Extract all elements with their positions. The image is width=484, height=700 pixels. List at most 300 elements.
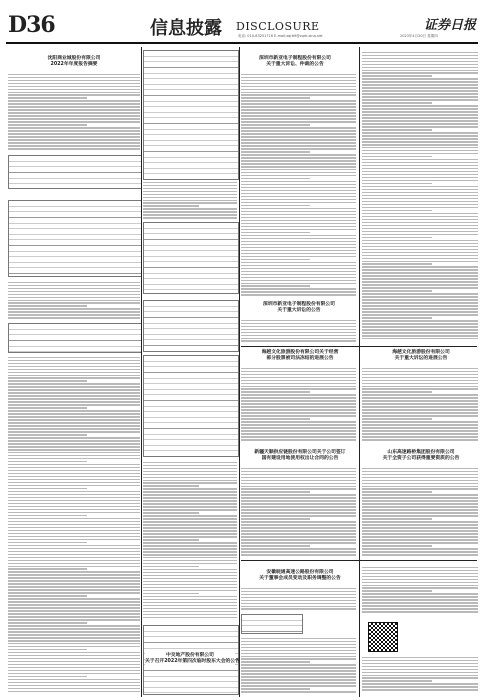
text-line [362,207,478,208]
text-line [8,305,87,306]
text-line [362,246,478,247]
text-line [362,210,432,211]
text-line [362,159,478,160]
text-line [362,596,478,597]
text-line [143,512,199,513]
text-line [241,603,356,604]
text-line [241,335,356,336]
text-line [241,338,356,339]
text-line [8,360,140,361]
text-line [8,369,140,370]
text-line [362,135,478,136]
text-line [241,175,356,176]
text-line [8,613,140,614]
text-line [8,136,140,137]
text-line [8,145,140,146]
text-line [362,374,478,375]
text-line [362,171,478,172]
text-line [8,506,140,507]
text-line [8,413,140,414]
text-line [8,548,140,549]
text-line [362,93,478,94]
text-line [362,258,478,259]
text-line [241,288,356,289]
text-line [362,326,478,327]
text-line [241,380,356,381]
text-line [241,74,356,75]
section-title: 信息披露 [150,18,222,39]
text-line [241,127,356,128]
text-line [241,653,356,654]
text-line [362,255,478,256]
text-line [143,578,237,579]
text-line [8,539,140,540]
text-line [362,240,478,241]
text-line [241,106,356,107]
text-line [241,244,356,245]
text-line [362,689,478,690]
text-line [362,660,478,661]
text-line [241,277,356,278]
text-line [362,680,432,681]
text-line [8,291,140,292]
text-line [8,109,140,110]
text-line [8,288,140,289]
text-line [362,368,478,369]
text-line [241,430,356,431]
text-line [241,638,356,639]
text-line [241,400,356,401]
text-line [8,598,140,599]
text-line [241,421,356,422]
text-line [362,585,478,586]
text-line [362,663,478,664]
text-line [8,512,140,513]
text-line [8,580,140,581]
text-line [143,587,237,588]
text-line [362,84,478,85]
text-line [241,597,356,598]
announcement-heading: 深圳市新亚电子制程股份有限公司 关于重大诉讼的公告 [263,302,335,313]
text-line [362,542,478,543]
text-line [362,657,478,658]
text-line [241,121,356,122]
text-line [143,617,237,618]
text-line [8,398,140,399]
text-line [362,518,432,519]
text-line [8,652,140,653]
text-line [362,527,478,528]
text-line [362,536,478,537]
text-line [8,455,140,456]
text-line [241,515,356,516]
text-line [241,500,356,501]
text-line [8,431,140,432]
text-line [241,530,356,531]
text-line [241,691,356,692]
text-line [362,439,478,440]
text-line [362,180,478,181]
text-line [143,575,237,576]
text-line [241,340,356,341]
text-line [241,208,356,209]
text-line [362,483,478,484]
text-line [362,311,478,312]
text-line [143,462,237,463]
text-line [241,172,356,173]
text-line [143,480,237,481]
text-line [241,394,356,395]
text-line [8,670,140,671]
text-line [8,121,140,122]
text-line [241,658,356,659]
text-line [8,625,140,626]
text-line [8,437,140,438]
text-line [362,524,478,525]
text-line [362,162,478,163]
text-line [362,67,478,68]
text-line [241,497,356,498]
text-line [241,608,356,609]
text-line [241,235,356,236]
text-line [241,247,356,248]
text-line [241,368,356,369]
text-line [241,433,356,434]
text-line [8,524,140,525]
text-line [8,571,140,572]
text-line [241,139,356,140]
text-line [143,524,237,525]
text-line [8,357,140,358]
text-line [362,503,478,504]
text-line [143,599,237,600]
text-line [143,214,237,215]
text-line [241,229,356,230]
text-line [143,494,237,495]
column-divider [141,47,142,697]
text-line [8,419,140,420]
text-line [143,211,237,212]
text-line [8,551,140,552]
text-line [8,106,140,107]
text-line [241,388,356,389]
text-line [241,670,356,671]
text-line [8,100,140,101]
text-line [143,197,237,198]
text-column [8,355,140,695]
text-line [362,237,432,238]
text-line [362,551,478,552]
text-line [241,494,356,495]
text-line [241,283,356,284]
text-line [362,433,478,434]
text-line [143,569,237,570]
text-line [8,404,140,405]
text-line [8,297,140,298]
page-number: D36 [8,12,55,38]
text-line [143,509,237,510]
text-line [241,539,356,540]
text-line [241,548,356,549]
text-line [8,500,140,501]
text-line [241,542,356,543]
text-line [143,581,237,582]
text-line [362,228,478,229]
text-line [8,127,140,128]
text-line [8,446,140,447]
text-line [362,70,478,71]
text-line [241,551,356,552]
text-line [362,269,478,270]
text-line [362,129,432,130]
text-line [8,518,140,519]
text-line [362,608,478,609]
qr-code-icon [368,622,398,652]
text-line [362,573,478,574]
text-line [241,291,356,292]
text-column [241,318,356,343]
text-line [241,474,356,475]
text-line [143,205,199,206]
text-line [362,102,432,103]
text-line [8,314,140,315]
text-line [241,184,356,185]
text-line [362,90,478,91]
text-line [362,415,478,416]
text-line [241,223,356,224]
text-line [362,132,478,133]
text-line [362,427,478,428]
text-line [362,582,478,583]
text-column [241,72,356,297]
text-line [362,474,478,475]
text-line [8,103,140,104]
text-line [8,74,140,75]
text-line [143,539,199,540]
text-line [362,243,478,244]
text-line [241,656,356,657]
text-column [8,280,140,320]
text-line [362,275,478,276]
text-line [362,554,478,555]
text-line [362,335,478,336]
text-line [362,52,478,53]
text-line [362,150,478,151]
text-line [8,634,140,635]
data-table [143,300,239,352]
text-line [143,560,237,561]
text-line [8,395,140,396]
text-line [362,593,478,594]
text-line [362,611,478,612]
text-line [362,261,478,262]
announcement-heading: 海越文化旅游股份有限公司关于经营 部分股票被司法冻结的进展公告 [261,350,339,361]
text-line [362,403,478,404]
text-line [241,650,356,651]
announcement-heading: 深圳市新亚电子制程股份有限公司 关于重大诉讼、仲裁的公告 [259,56,331,67]
text-line [241,588,356,589]
text-line [8,521,140,522]
text-line [241,205,310,206]
text-line [8,142,140,143]
text-line [241,506,356,507]
text-line [362,296,478,297]
text-line [8,449,140,450]
data-table [8,323,142,353]
text-line [8,566,140,567]
text-line [362,521,478,522]
text-line [143,590,237,591]
text-line [362,278,478,279]
text-line [241,169,356,170]
text-line [362,421,478,422]
text-line [241,524,356,525]
text-line [241,226,356,227]
text-line [8,676,87,677]
announcement-heading: 新疆天顺供应链股份有限公司关于公司签订 国有建设用地使用权出让合同的公告 [254,450,346,461]
text-line [362,114,478,115]
text-line [8,494,140,495]
text-line [362,99,478,100]
text-line [362,126,478,127]
text-line [362,533,478,534]
text-line [362,406,478,407]
text-line [362,201,478,202]
text-line [143,182,237,183]
text-line [241,424,356,425]
text-line [362,72,478,73]
text-line [241,274,356,275]
text-line [8,607,140,608]
announcement-heading: 沈阳商业城股份有限公司 2022年年度报告摘要 [47,56,101,67]
text-line [8,311,140,312]
text-line [8,682,140,683]
text-line [8,491,140,492]
text-line [241,477,356,478]
text-line [8,673,140,674]
text-line [362,590,432,591]
text-line [241,181,356,182]
text-line [241,679,356,680]
text-line [362,477,478,478]
text-line [8,383,140,384]
text-line [241,383,356,384]
text-line [241,521,356,522]
text-line [362,683,478,684]
text-line [8,503,140,504]
text-line [362,388,478,389]
announcement-heading: 海越文化旅游股份有限公司 关于重大诉讼的进展公告 [392,350,450,361]
text-line [362,430,478,431]
text-line [8,661,140,662]
text-column [143,460,237,620]
text-line [8,497,140,498]
text-line [241,217,356,218]
text-line [362,666,478,667]
text-line [241,178,310,179]
text-line [362,58,478,59]
text-line [241,533,356,534]
text-line [8,130,140,131]
text-line [8,77,140,78]
text-line [241,682,356,683]
text-line [8,363,140,364]
text-line [8,631,140,632]
text-line [143,497,237,498]
text-column [241,636,356,694]
text-line [241,133,356,134]
text-line [143,185,237,186]
text-line [241,196,356,197]
text-line [143,530,237,531]
text-line [241,109,356,110]
text-line [241,391,310,392]
text-line [362,284,478,285]
text-line [362,391,432,392]
text-line [362,383,478,384]
text-line [362,386,478,387]
text-line [8,610,140,611]
text-line [8,389,140,390]
text-line [241,211,356,212]
text-line [241,92,356,93]
text-line [241,439,356,440]
text-line [362,123,478,124]
text-line [241,491,310,492]
text-line [8,604,140,605]
text-line [241,232,310,233]
text-line [241,142,356,143]
text-line [8,619,140,620]
text-line [143,465,237,466]
text-line [241,554,356,555]
text-line [362,204,478,205]
text-line [241,193,356,194]
text-line [8,83,140,84]
text-line [241,148,356,149]
text-line [241,294,356,295]
text-line [241,94,356,95]
text-line [8,434,87,435]
text-line [8,124,87,125]
text-line [8,488,87,489]
text-line [241,427,356,428]
text-line [362,266,478,267]
text-line [362,494,478,495]
text-line [143,614,237,615]
text-line [241,253,356,254]
text-line [241,664,356,665]
text-line [362,189,478,190]
text-line [362,491,432,492]
text-line [8,425,140,426]
text-line [241,136,356,137]
text-line [241,536,356,537]
text-line [241,166,356,167]
text-line [362,165,478,166]
text-line [8,461,87,462]
text-line [362,602,478,603]
text-line [362,371,478,372]
text-line [241,667,356,668]
text-line [143,608,237,609]
text-line [362,177,478,178]
text-line [8,285,140,286]
text-line [362,380,478,381]
text-line [362,400,478,401]
text-line [362,675,478,676]
text-line [8,148,140,149]
